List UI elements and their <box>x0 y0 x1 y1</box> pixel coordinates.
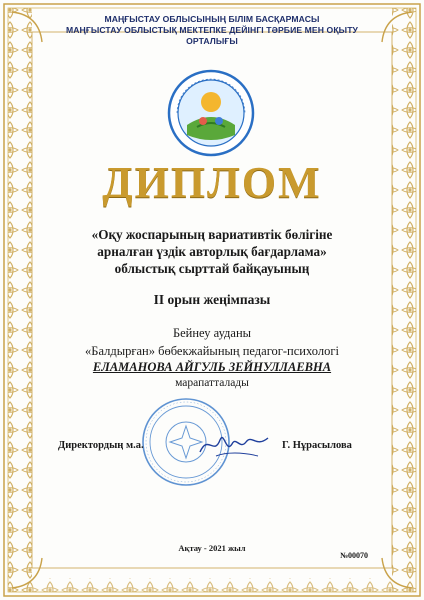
recipient-organization: «Балдырған» бөбекжайының педагог-психологі <box>85 344 339 358</box>
competition-text <box>40 226 384 277</box>
competition-line-2: арналған үздік авторлық бағдарлама» <box>97 244 327 259</box>
competition-line-1: «Оқу жоспарының вариативтік бөлігіне <box>91 227 333 242</box>
header-line-2: МАҢҒЫСТАУ ОБЛЫСТЫҚ МЕКТЕПКЕ ДЕЙІНГІ ТӘРБИЕ МЕН ОҚЫТУ <box>65 25 358 35</box>
place-date: Ақтау - 2021 жыл <box>178 543 246 553</box>
place-winner: II орын жеңімпазы <box>153 292 271 307</box>
signature-name: Г. Нұрасылова <box>282 440 352 451</box>
diploma-title: ДИПЛОМ <box>102 158 322 207</box>
recipient-district: Бейнеу ауданы <box>172 326 252 340</box>
header-line-3: ОРТАЛЫҒЫ <box>186 36 238 46</box>
handwritten-signature <box>196 426 272 462</box>
header-block <box>42 14 382 47</box>
recipient-name: ЕЛАМАНОВА АЙГУЛЬ ЗЕЙНУЛЛАЕВНА <box>92 360 332 374</box>
header-line-1: МАҢҒЫСТАУ ОБЛЫСЫНЫҢ БІЛІМ БАСҚАРМАСЫ <box>104 14 320 24</box>
competition-line-3: облыстық сырттай байқауының <box>114 261 310 276</box>
center-logo-emblem <box>167 69 255 157</box>
diploma-number: №00070 <box>340 551 369 560</box>
awarded-text: марапатталады <box>175 377 249 389</box>
signature-position: Директордың м.а. <box>58 440 144 451</box>
